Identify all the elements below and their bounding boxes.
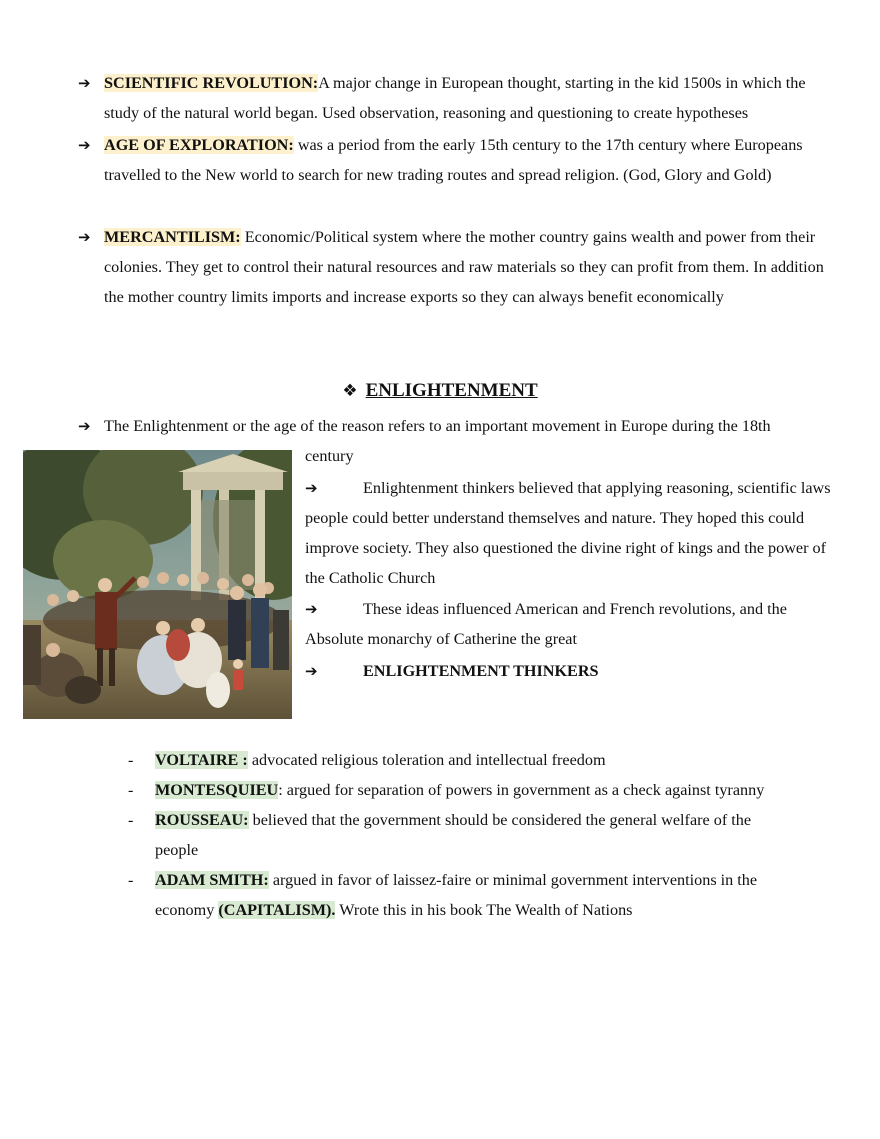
thinker-name: ADAM SMITH: bbox=[155, 871, 269, 889]
dash-bullet: - bbox=[128, 751, 134, 769]
enlightenment-point-1 bbox=[305, 473, 835, 593]
enlightenment-salon-painting bbox=[23, 450, 292, 719]
thinker-voltaire bbox=[128, 745, 828, 775]
thinker-text: believed that the government should be considered the general welfare of the people bbox=[155, 811, 752, 859]
term-mercantilism: MERCANTILISM: bbox=[104, 228, 241, 246]
arrow-icon: ➔ bbox=[78, 417, 91, 435]
arrow-icon: ➔ bbox=[305, 479, 318, 497]
enlightenment-intro bbox=[78, 411, 838, 441]
arrow-icon: ➔ bbox=[78, 136, 91, 154]
arrow-icon: ➔ bbox=[78, 74, 91, 92]
dash-bullet: - bbox=[128, 811, 134, 829]
enlightenment-point-2 bbox=[305, 594, 835, 654]
section-heading-enlightenment bbox=[0, 376, 880, 406]
thinker-adam-smith bbox=[128, 865, 808, 925]
arrow-icon: ➔ bbox=[305, 662, 318, 680]
section-title: ENLIGHTENMENT bbox=[365, 380, 538, 401]
intro-text-line1: The Enlightenment or the age of the reason refers to an important movement in Europe during the 18th bbox=[104, 417, 771, 435]
point-1-text: Enlightenment thinkers believed that applying reasoning, scientific laws people could better understand themselves and nature. They hoped this could improve society. They also questioned the divine right of kings and the power of the Catholic Church bbox=[305, 479, 831, 587]
thinker-text: argued in favor of laissez-faire or minimal government interventions in the economy bbox=[155, 871, 758, 919]
thinker-name: VOLTAIRE : bbox=[155, 751, 248, 769]
definition-age-of-exploration bbox=[78, 130, 838, 190]
term-age-of-exploration: AGE OF EXPLORATION: bbox=[104, 136, 294, 154]
arrow-icon: ➔ bbox=[305, 600, 318, 618]
definition-text: A major change in European thought, starting in the kid 1500s in which the study of the natural world began. Used observation, reasoning and questioning to create hypotheses bbox=[104, 74, 806, 122]
thinker-name: ROUSSEAU: bbox=[155, 811, 249, 829]
thinker-text: : argued for separation of powers in government as a check against tyranny bbox=[278, 781, 765, 799]
thinker-text: advocated religious toleration and intellectual freedom bbox=[247, 751, 606, 769]
term-scientific-revolution: SCIENTIFIC REVOLUTION: bbox=[104, 74, 319, 92]
point-2-text: These ideas influenced American and French revolutions, and the Absolute monarchy of Catherine the great bbox=[305, 600, 787, 648]
point-3-text: ENLIGHTENMENT THINKERS bbox=[363, 662, 599, 680]
diamond-bullet-icon: ❖ bbox=[342, 381, 358, 401]
definition-text: Economic/Political system where the mother country gains wealth and power from their colonies. They get to control their natural resources and raw materials so they can profit from them. In addition the mother country limits imports and increase exports so they can always benefit economically bbox=[104, 228, 824, 306]
enlightenment-point-3 bbox=[305, 656, 835, 686]
thinker-text-tail: Wrote this in his book The Wealth of Nations bbox=[335, 901, 633, 919]
dash-bullet: - bbox=[128, 781, 134, 799]
thinker-name: MONTESQUIEU bbox=[155, 781, 279, 799]
thinker-rousseau bbox=[128, 805, 798, 865]
definition-scientific-revolution bbox=[78, 68, 838, 128]
definition-text: was a period from the early 15th century to the 17th century where Europeans travelled to the New world to search for new trading routes and spread religion. (God, Glory and Gold) bbox=[104, 136, 803, 184]
arrow-icon: ➔ bbox=[78, 228, 91, 246]
definition-mercantilism bbox=[78, 222, 838, 312]
dash-bullet: - bbox=[128, 871, 134, 889]
intro-text-line2: century bbox=[305, 447, 354, 465]
capitalism-highlight: (CAPITALISM). bbox=[218, 901, 336, 919]
thinker-montesquieu bbox=[128, 775, 828, 805]
